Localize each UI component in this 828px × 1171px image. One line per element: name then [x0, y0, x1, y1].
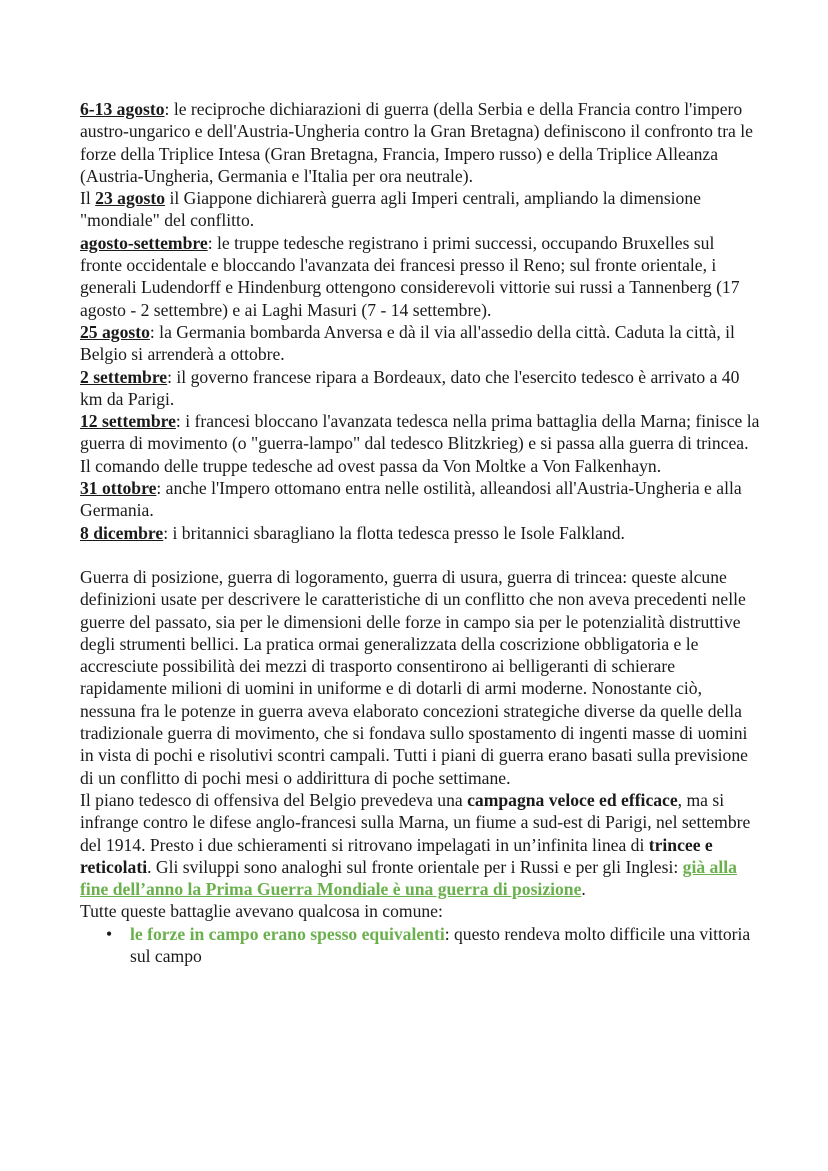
- highlighted-phrase: le forze in campo erano spesso equivalenti: [130, 923, 445, 944]
- text-run: Il piano tedesco di offensiva del Belgio prevedeva una: [80, 789, 468, 810]
- timeline-text: : anche l'Impero ottomano entra nelle ostilità, alleandosi all'Austria-Ungheria e alla Germania.: [80, 478, 742, 521]
- timeline-entry: [80, 410, 760, 477]
- text-run: . Gli sviluppi sono analoghi sul fronte orientale per i Russi e per gli Inglesi:: [147, 856, 683, 877]
- timeline-date: 2 settembre: [80, 366, 168, 387]
- timeline-text: : le reciproche dichiarazioni di guerra (della Serbia e della Francia contro l'impero austro-ungarico e dell'Austria-Ungheria contro la Gran Bretagna) definiscono il confronto tra le forze della Triplice Intesa (Gran Bretagna, Francia, Impero russo) e della Triplice Alleanza (Austria-Ungheria, Germania e l'Italia per ora neutrale).: [80, 99, 753, 186]
- timeline: [80, 98, 760, 544]
- list-item: [80, 923, 760, 968]
- timeline-text: il Giappone dichiarerà guerra agli Imperi centrali, ampliando la dimensione "mondiale" del conflitto.: [80, 188, 701, 231]
- timeline-text: : le truppe tedesche registrano i primi successi, occupando Bruxelles sul fronte occidentale e bloccando l'avanzata dei francesi presso il Reno; sul fronte orientale, i generali Ludendorff e Hindenburg ottengono considerevoli vittorie sui russi a Tannenberg (17 agosto - 2 settembre) e ai Laghi Masuri (7 - 14 settembre).: [80, 232, 740, 320]
- paragraph-common-traits: Tutte queste battaglie avevano qualcosa in comune:: [80, 901, 443, 922]
- timeline-entry: [80, 366, 760, 411]
- timeline-date: 12 settembre: [80, 411, 176, 432]
- timeline-entry: [80, 522, 760, 544]
- bold-phrase: campagna veloce ed efficace: [467, 789, 678, 810]
- timeline-entry: [80, 98, 760, 187]
- paragraph-german-plan: [80, 789, 760, 900]
- text-run: , ma si infrange contro le difese anglo-francesi sulla Marna, un fiume a sud-est di Parigi, nel settembre del 1914. Presto i due schieramenti si ritrovano impelagati in un’infinita linea di: [80, 789, 751, 855]
- timeline-date: 31 ottobre: [80, 478, 157, 499]
- bullet-marker: •: [106, 923, 113, 944]
- bullet-list: [80, 923, 760, 968]
- timeline-date: 23 agosto: [95, 188, 166, 209]
- timeline-date: 6-13 agosto: [80, 99, 165, 119]
- timeline-text: : il governo francese ripara a Bordeaux, dato che l'esercito tedesco è arrivato a 40 km da Parigi.: [80, 366, 740, 409]
- paragraph-spacer: [80, 544, 760, 566]
- timeline-entry: [80, 232, 760, 321]
- timeline-entry: [80, 477, 760, 522]
- timeline-prefix: Il: [80, 188, 96, 209]
- timeline-text: : i francesi bloccano l'avanzata tedesca nella prima battaglia della Marna; finisce la guerra di movimento (o "guerra-lampo" dal tedesco Blitzkrieg) e si passa alla guerra di trincea. Il comando delle truppe tedesche ad ovest passa da Von Moltke a Von Falkenhayn.: [80, 411, 760, 476]
- bold-phrase: trincee e reticolati: [80, 834, 713, 877]
- timeline-entry: [80, 187, 760, 232]
- timeline-date: 25 agosto: [80, 321, 150, 342]
- timeline-date: agosto-settembre: [80, 232, 208, 253]
- text-run: .: [581, 879, 586, 900]
- timeline-text: : i britannici sbaragliano la flotta tedesca presso le Isole Falkland.: [163, 522, 625, 543]
- timeline-entry: [80, 321, 760, 366]
- list-item-text: : questo rendeva molto difficile una vittoria sul campo: [130, 923, 751, 966]
- highlighted-phrase: già alla fine dell’anno la Prima Guerra Mondiale è una guerra di posizione: [80, 856, 737, 900]
- paragraph-war-of-position: Guerra di posizione, guerra di logoramento, guerra di usura, guerra di trincea: queste alcune definizioni usate per descrivere le caratteristiche di un conflitto che non aveva precedenti nelle guerre del passato, sia per le dimensioni delle forze in campo sia per le potenzialità distruttive degli strumenti bellici. La pratica ormai generalizzata della coscrizione obbligatoria e le accresciute possibilità dei mezzi di trasporto consentirono ai belligeranti di schierare rapidamente milioni di uomini in uniforme e di dotarli di armi moderne. Nonostante ciò, nessuna fra le potenze in guerra aveva elaborato concezioni strategiche diverse da quelle della tradizionale guerra di movimento, che si fondava sullo spostamento di ingenti masse di uomini in vista di pochi e risolutivi scontri campali. Tutti i piani di guerra erano basati sulla previsione di un conflitto di pochi mesi o addirittura di poche settimane.: [80, 566, 748, 788]
- timeline-date: 8 dicembre: [80, 522, 164, 543]
- timeline-text: : la Germania bombarda Anversa e dà il via all'assedio della città. Caduta la città, il Belgio si arrenderà a ottobre.: [80, 321, 735, 365]
- document-page: [80, 98, 760, 967]
